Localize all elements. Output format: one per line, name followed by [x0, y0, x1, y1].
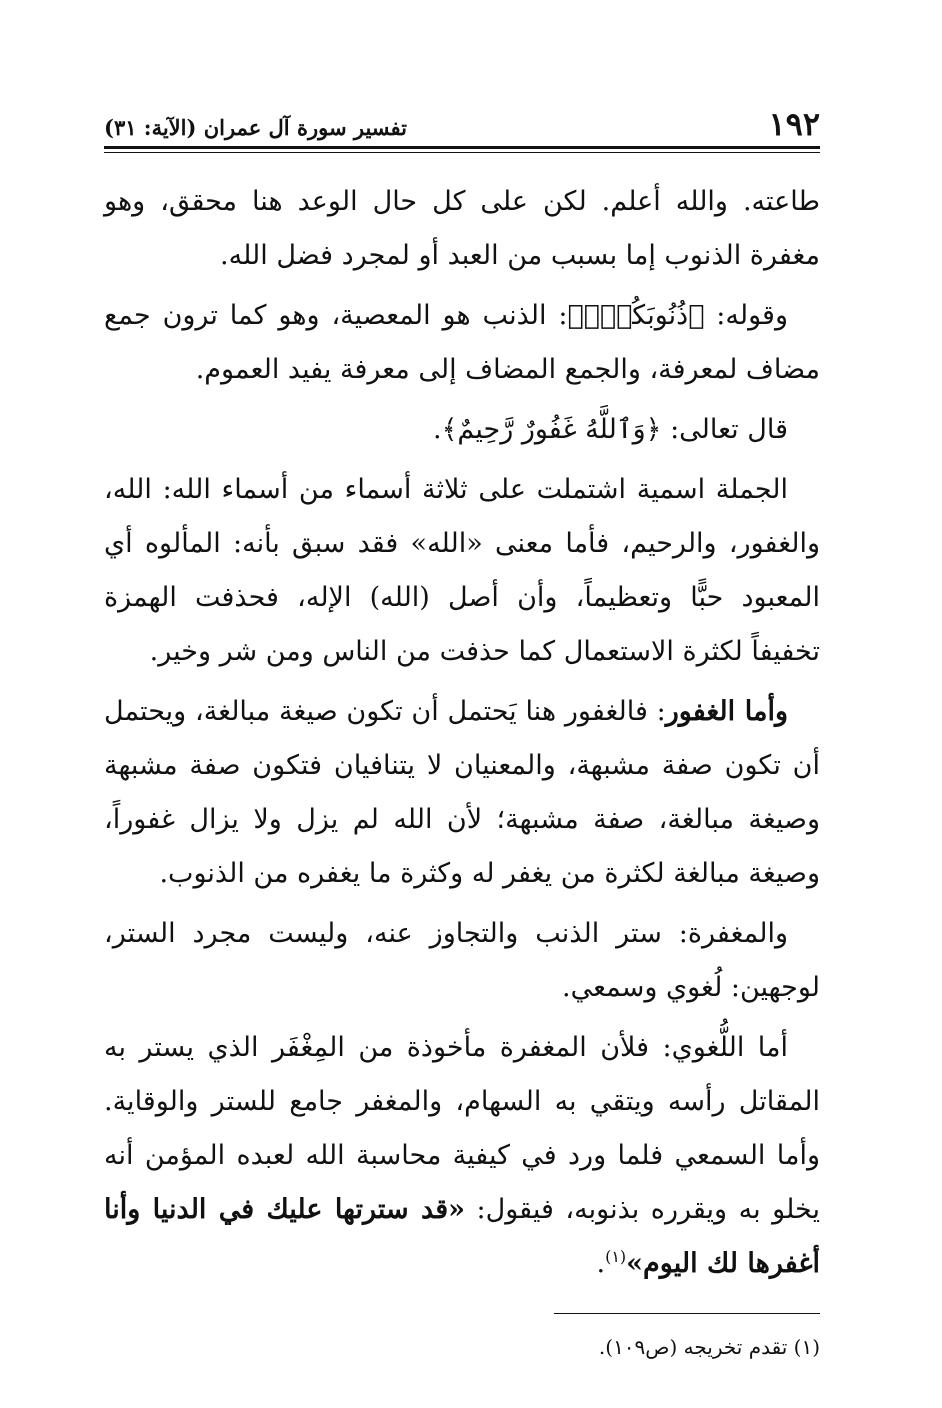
ghafur-text: : فالغفور هنا يَحتمل أن تكون صيغة مبالغة، ويحتمل أن تكون صفة مشبهة، والمعنيان لا يتنافيان فتكون صفة مشبهة وصيغة مبالغة، صفة مشبهة؛ لأن الله لم يزل ولا يزال غفوراً، وصيغة مبالغة لكثرة من يغفر له وكثرة ما يغفره من الذنوب. [104, 696, 820, 889]
footnote-separator [554, 1313, 820, 1314]
footnote-reference: (١) [605, 1247, 627, 1266]
paragraph-2: وقوله: ﴿ذُنُوبَكُمْۗ﴾: الذنب هو المعصية، وهو كما ترون جمع مضاف لمعرفة، والجمع المضاف إلى معرفة يفيد العموم. [104, 300, 820, 385]
lughawi-text: أما اللُّغوي: فلأن المغفرة مأخوذة من المِغْفَر الذي يستر به المقاتل رأسه ويتقي به السهام، والمغفر جامع للستر والوقاية. وأما السمعي فلما ورد في كيفية محاسبة الله لعبده المؤمن أنه يخلو به ويقرره بذنوبه، فيقول: [104, 1032, 820, 1225]
header-rule-thick [104, 146, 820, 149]
paragraph-1: طاعته. والله أعلم. لكن على كل حال الوعد هنا محقق، وهو مغفرة الذنوب إما بسبب من العبد أو لمجرد فضل الله. [104, 186, 820, 271]
footnote: (١) تقدم تخريجه (ص١٠٩). [598, 1335, 820, 1359]
hadith-quote: «قد سترتها عليك في الدنيا وأنا أغفرها لك اليوم» [104, 1194, 820, 1279]
paragraph-3: قال تعالى: ﴿وَٱللَّهُ غَفُورٌ رَّحِيمٌ﴾. [432, 414, 788, 445]
running-title: تفسير سورة آل عمران (الآية: ٣١) [104, 115, 407, 140]
body-text [104, 175, 820, 1291]
paragraph-maghfira: والمغفرة: ستر الذنب والتجاوز عنه، وليست مجرد الستر، لوجهين: لُغوي وسمعي. [104, 918, 820, 1003]
ghafur-lead: وأما الغفور [665, 696, 788, 727]
paragraph-ghafur [104, 685, 820, 901]
paragraph-4: الجملة اسمية اشتملت على ثلاثة أسماء من أسماء الله: الله، والغفور، والرحيم، فأما معنى «الله» فقد سبق بأنه: المألوه أي المعبود حبًّا وتعظيماً، وأن أصل (الله) الإله، فحذفت الهمزة تخفيفاً لكثرة الاستعمال كما حذفت من الناس ومن شر وخير. [104, 474, 820, 667]
page-number: ١٩٢ [768, 105, 820, 143]
header-rule-thin [104, 152, 820, 153]
paragraph-lughawi [104, 1021, 820, 1291]
book-page [104, 100, 820, 1362]
page-header [104, 100, 820, 144]
sentence-end: . [596, 1248, 606, 1279]
